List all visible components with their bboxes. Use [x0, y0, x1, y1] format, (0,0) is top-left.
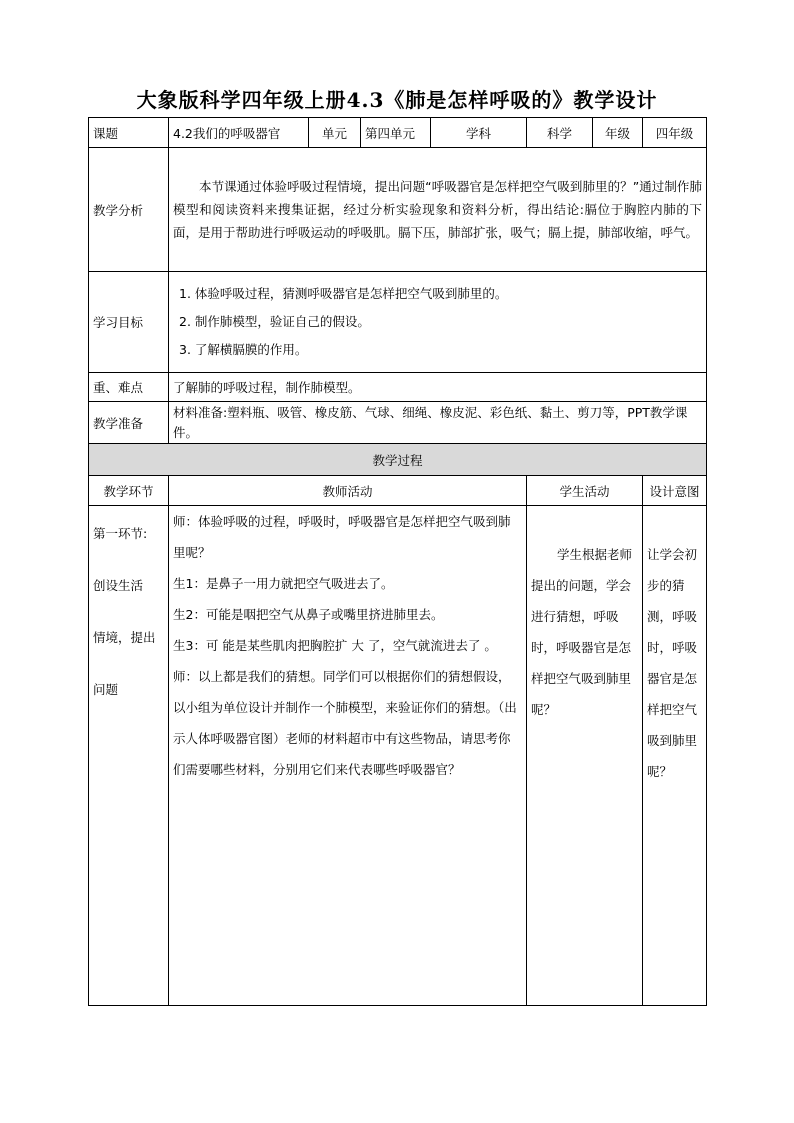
teacher-line: 师：体验呼吸的过程，呼吸时，呼吸器官是怎样把空气吸到肺里呢？ [173, 514, 511, 560]
process-header-row [89, 444, 707, 476]
grade-value: 四年级 [643, 118, 707, 148]
key-points-row [89, 373, 707, 402]
preparation-row [89, 402, 707, 444]
teacher-line: 生2：可能是咽把空气从鼻子或嘴里挤进肺里去。 [173, 607, 444, 622]
topic-label: 课题 [89, 118, 169, 148]
goal-item: 1. 体验呼吸过程，猜测呼吸器官是怎样把空气吸到肺里的。 [179, 286, 508, 301]
stage-line: 第一环节: [93, 526, 148, 541]
process-row [89, 506, 707, 1006]
stage-line: 情境，提出 [93, 630, 156, 645]
analysis-cell [169, 148, 707, 272]
student-activity-text: 学生根据老师提出的问题，学会进行猜想，呼吸时，呼吸器官是怎样把空气吸到肺里呢？ [531, 547, 633, 717]
design-intent-text: 让学会初步的猜测，呼吸时，呼吸器官是怎样把空气吸到肺里呢？ [647, 547, 698, 779]
stage-cell [89, 506, 169, 1006]
goals-row [89, 272, 707, 373]
subject-value: 科学 [527, 118, 593, 148]
col-intent-header: 设计意图 [643, 476, 707, 506]
analysis-text: 本节课通过体验呼吸过程情境，提出问题“呼吸器官是怎样把空气吸到肺里的？”通过制作肺模型和阅读资料来搜集证据，经过分析实验现象和资料分析，得出结论:膈位于胸腔内肺的下面，是用于帮助进行呼吸运动的呼吸肌。膈下压，肺部扩张，吸气；膈上提，肺部收缩，呼气。 [173, 179, 702, 240]
analysis-row [89, 148, 707, 272]
goals-label: 学习目标 [89, 272, 169, 373]
col-student-header: 学生活动 [527, 476, 643, 506]
teacher-line: 生3：可 能是某些肌肉把胸腔扩 大 了，空气就流进去了 。 [173, 638, 497, 653]
lesson-plan-table [88, 117, 707, 1006]
preparation-text: 材料准备:塑料瓶、吸管、橡皮筋、气球、细绳、橡皮泥、彩色纸、黏土、剪刀等，PPT教学课件。 [169, 402, 707, 444]
header-row [89, 118, 707, 148]
subject-label: 学科 [431, 118, 527, 148]
col-stage-header: 教学环节 [89, 476, 169, 506]
unit-value: 第四单元 [361, 118, 431, 148]
goal-item: 3. 了解横膈膜的作用。 [179, 342, 308, 357]
teacher-activity-cell [169, 506, 527, 1006]
design-intent-cell [643, 506, 707, 1006]
goal-item: 2. 制作肺模型，验证自己的假设。 [179, 314, 370, 329]
teacher-line: 师：以上都是我们的猜想。同学们可以根据你们的猜想假设，以小组为单位设计并制作一个肺模型，来验证你们的猜想。（出示人体呼吸器官图）老师的材料超市中有这些物品，请思考你们需要哪些材料，分别用它们来代表哪些呼吸器官？ [173, 669, 517, 777]
unit-label: 单元 [309, 118, 361, 148]
col-teacher-header: 教师活动 [169, 476, 527, 506]
stage-line: 问题 [93, 682, 119, 697]
teacher-line: 生1：是鼻子一用力就把空气吸进去了。 [173, 576, 394, 591]
document-title: 大象版科学四年级上册4.3《肺是怎样呼吸的》教学设计 [136, 88, 658, 112]
student-activity-cell [527, 506, 643, 1006]
process-columns-row [89, 476, 707, 506]
process-header: 教学过程 [89, 444, 707, 476]
key-points-text: 了解肺的呼吸过程，制作肺模型。 [169, 373, 707, 402]
key-points-label: 重、难点 [89, 373, 169, 402]
goals-cell [169, 272, 707, 373]
stage-line: 创设生活 [93, 578, 144, 593]
preparation-label: 教学准备 [89, 402, 169, 444]
grade-label: 年级 [593, 118, 643, 148]
analysis-label: 教学分析 [89, 148, 169, 272]
topic-value: 4.2我们的呼吸器官 [169, 118, 309, 148]
